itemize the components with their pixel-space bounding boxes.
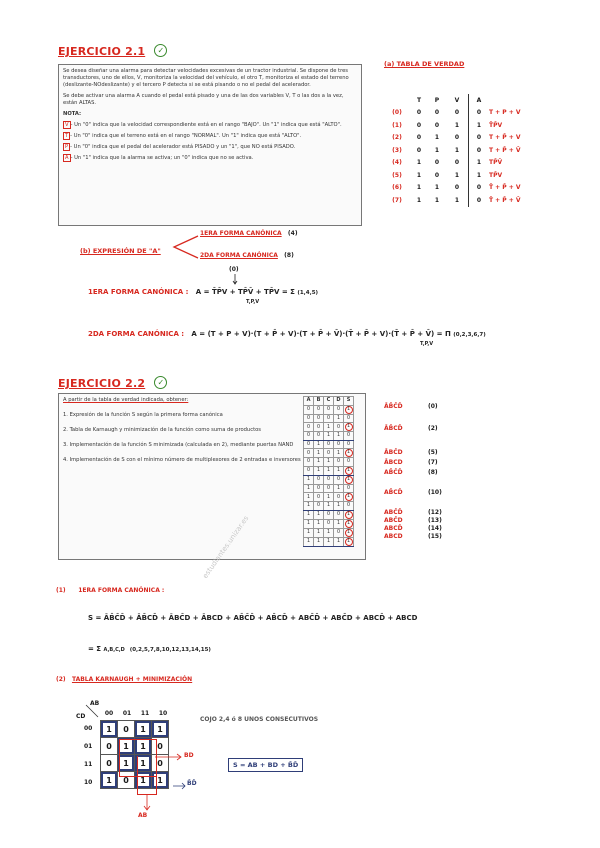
circled-one: 1	[345, 538, 353, 546]
table-row	[304, 475, 354, 484]
table-row: (5) 1 0 1 1 TP̄V	[384, 169, 539, 182]
output-cell	[344, 449, 354, 458]
group-ab	[137, 756, 157, 795]
branch-arrow-icon	[170, 232, 200, 262]
input-cell: 1	[324, 423, 334, 432]
kmap-cell: 1	[101, 772, 118, 789]
input-cell: 1	[304, 519, 314, 528]
output-cell: 0	[344, 432, 354, 441]
list-item	[384, 425, 438, 432]
ex2-intro: A partir de la tabla de verdad indicada, obtener:	[63, 397, 189, 403]
kmap-cell: 1	[152, 772, 169, 789]
input-cell: 0	[334, 493, 344, 502]
output-cell	[344, 493, 354, 502]
watermark: estudiantes.unizar.es	[201, 514, 251, 580]
kmap-cell: 0	[101, 755, 118, 772]
ex1-title	[58, 40, 167, 59]
output-cell	[344, 423, 354, 432]
output-cell: 0	[344, 440, 354, 449]
input-cell: 1	[304, 537, 314, 546]
input-cell: 1	[314, 528, 324, 537]
kmap-ab-label: AB	[90, 700, 100, 707]
input-cell: 0	[324, 519, 334, 528]
table-row	[304, 432, 354, 441]
input-cell: 1	[324, 528, 334, 537]
check-icon: ✓	[154, 376, 167, 389]
ex2-statement-box	[58, 393, 366, 580]
kmap-cell: 0	[152, 738, 169, 755]
input-cell: 0	[334, 440, 344, 449]
kmap-cell: 1	[135, 738, 152, 755]
circled-one: 1	[345, 493, 353, 501]
ex1-statement-box	[58, 64, 362, 226]
table-row: (4) 1 0 0 1 TP̄V̄	[384, 157, 539, 170]
table-row: (7) 1 1 1 0 T̄ + P̄ + V̄	[384, 194, 539, 207]
minterm-term: AB̄CD̄	[384, 489, 403, 496]
input-cell: 1	[334, 484, 344, 493]
minterm-index: (0)	[428, 403, 438, 410]
output-cell	[344, 405, 354, 414]
formula-2-sub: T,P,V	[420, 341, 434, 347]
input-cell: 1	[314, 519, 324, 528]
kmap-col-headers: 00 01 11 10	[104, 710, 168, 717]
input-cell: 1	[324, 493, 334, 502]
input-cell: 0	[304, 440, 314, 449]
table-row	[304, 510, 354, 519]
table-row	[304, 519, 354, 528]
minterm-term: ABC̄D̄	[384, 509, 403, 516]
minterm-index: (2)	[428, 425, 438, 432]
ex2-title	[58, 372, 167, 391]
input-cell: 1	[334, 466, 344, 475]
minterm-term: ABCD	[384, 533, 403, 540]
table-row	[304, 493, 354, 502]
input-cell: 0	[304, 414, 314, 423]
circled-one: 1	[345, 520, 353, 528]
input-cell: 0	[334, 458, 344, 467]
list-item	[384, 517, 442, 524]
input-cell: 1	[304, 493, 314, 502]
list-item	[384, 459, 438, 466]
input-cell: 1	[334, 502, 344, 511]
input-cell: 1	[304, 528, 314, 537]
circled-one: 1	[345, 476, 353, 484]
output-cell	[344, 510, 354, 519]
input-cell: 1	[324, 432, 334, 441]
table-row	[304, 502, 354, 511]
circled-one: 1	[345, 467, 353, 475]
input-cell: 0	[334, 423, 344, 432]
table-row	[304, 449, 354, 458]
minterm-index: (5)	[428, 449, 438, 456]
minterm-term: ABC̄D	[384, 517, 403, 524]
input-cell: 0	[334, 528, 344, 537]
ex1-note-v: V - Un "0" indica que la velocidad correspondiente está en el rango "BAJO". Un "1" indica que está "ALTO".	[65, 122, 342, 128]
kmap-cell: 0	[101, 738, 118, 755]
zero-marker: (0)	[229, 266, 239, 273]
input-cell: 0	[304, 423, 314, 432]
bbd-arrow-icon	[173, 781, 187, 791]
output-cell: 0	[344, 484, 354, 493]
input-cell: 1	[304, 484, 314, 493]
ex1-para2: Se debe activar una alarma A cuando el pedal está pisado y una de las dos variables V, T o las dos a la vez, están ALTAS.	[63, 93, 344, 106]
sigma-formula: = Σ A,B,C,D (0,2,5,7,8,10,12,13,14,15)	[88, 645, 211, 653]
table-row: (3) 0 1 1 0 T + P̄ + V̄	[384, 144, 539, 157]
input-cell: 0	[324, 414, 334, 423]
input-cell: 0	[324, 440, 334, 449]
formula-2: 2DA FORMA CANÓNICA : A = (T + P + V)·(T + P̄ + V)·(T + P̄ + V̄)·(T̄ + P̄ + V)·(T̄ + P̄ + V̄) = Π (0,2,3,6,7)	[88, 330, 486, 338]
input-cell: 1	[334, 414, 344, 423]
list-item	[384, 469, 438, 476]
input-cell: 0	[324, 475, 334, 484]
circled-one: 1	[345, 511, 353, 519]
kmap-note: COJO 2,4 ó 8 UNOS CONSECUTIVOS	[200, 716, 319, 723]
input-cell: 0	[314, 493, 324, 502]
bd-label: BD	[184, 752, 194, 759]
formula-1-sub: T,P,V	[246, 299, 260, 305]
kmap-cd-label: CD	[76, 713, 86, 720]
table-row	[304, 414, 354, 423]
minterm-index: (10)	[428, 489, 442, 496]
input-cell: 1	[334, 449, 344, 458]
table-row	[304, 537, 354, 546]
input-cell: 1	[304, 502, 314, 511]
truth-table-2	[303, 396, 354, 547]
input-cell: 0	[334, 475, 344, 484]
table-row	[304, 484, 354, 493]
input-cell: 1	[324, 458, 334, 467]
table-row	[304, 466, 354, 475]
down-arrow-icon	[232, 274, 238, 286]
input-cell: 1	[314, 440, 324, 449]
circled-one: 1	[345, 423, 353, 431]
minterm-term: AB̄C̄D̄	[384, 469, 403, 476]
kmap-row-headers: 00 01 11 10	[84, 725, 93, 786]
table-row	[304, 405, 354, 414]
minterm-term: ĀB̄C̄D̄	[384, 403, 403, 410]
table-row	[304, 528, 354, 537]
minterm-index: (8)	[428, 469, 438, 476]
kmap-corner-line	[84, 704, 100, 718]
check-icon: ✓	[154, 44, 167, 57]
input-cell: 1	[314, 449, 324, 458]
minterm-term: ĀBC̄D	[384, 449, 403, 456]
ex1-title-text: EJERCICIO 2.1	[58, 45, 146, 58]
minterm-index: (15)	[428, 533, 442, 540]
output-cell: 0	[344, 502, 354, 511]
ab-label: AB	[138, 812, 148, 819]
input-cell: 0	[314, 414, 324, 423]
result-box: S = AB + BD + B̄D̄	[228, 758, 303, 772]
output-cell	[344, 528, 354, 537]
output-cell	[344, 537, 354, 546]
kmap-cell: 1	[101, 721, 118, 738]
part2-header: (2) TABLA KARNAUGH + MINIMIZACIÓN	[56, 676, 193, 683]
input-cell: 0	[304, 466, 314, 475]
output-cell	[344, 519, 354, 528]
input-cell: 1	[324, 466, 334, 475]
ex1-para1: Se desea diseñar una alarma para detectar velocidades excesivas de un tractor industrial. Se dispone de tres transductores, uno de ellos, V, monitoriza la velocidad del vehículo, el otro T, monitoriza el estado del terreno (deslizante-NOdeslizante) y el tercero P detecta si se está pisando o no el pedal del acelerador.	[63, 68, 349, 88]
input-cell: 1	[304, 510, 314, 519]
truth-table-2-header: A B C D S	[304, 397, 354, 406]
kmap-row	[101, 721, 169, 738]
ex1-note-a: A - Un "1" indica que la alarma se activa; un "0" indica que no se activa.	[65, 155, 254, 161]
ex2-title-text: EJERCICIO 2.2	[58, 377, 146, 390]
s-formula: S = ĀB̄C̄D̄ + ĀB̄CD̄ + ĀBC̄D + ĀBCD + AB̄C̄D̄ + AB̄CD̄ + ABC̄D̄ + ABC̄D + ABCD̄ + ABCD	[88, 614, 418, 622]
forma1-branch: 1ERA FORMA CANÓNICA (4)	[200, 230, 298, 237]
list-item	[384, 449, 438, 456]
output-cell	[344, 475, 354, 484]
input-cell: 1	[334, 519, 344, 528]
ex1-note-p: P - Un "0" indica que el pedal del acelerador está PISADO y un "1", que NO está PISADO.	[65, 144, 296, 150]
kmap-cell: 0	[152, 755, 169, 772]
ex2-item-3: 3. Implementación de la función S minimizada (calculada en 2), mediante puertas NAND	[63, 442, 294, 448]
table-row: (0) 0 0 0 0 T + P + V	[384, 107, 539, 120]
formula-1: 1ERA FORMA CANÓNICA : A = T̄P̄V + TP̄V̄ + TP̄V = Σ (1,4,5)	[88, 288, 319, 296]
circled-one: 1	[345, 449, 353, 457]
ex2-item-1: 1. Expresión de la función S según la primera forma canónica	[63, 412, 223, 418]
input-cell: 0	[324, 484, 334, 493]
ex1-nota: NOTA:	[63, 111, 82, 117]
truth-table-1-header: T P V A	[384, 94, 539, 107]
table-row: (1) 0 0 1 1 T̄P̄V	[384, 119, 539, 132]
input-cell: 0	[304, 458, 314, 467]
table-row	[304, 458, 354, 467]
ex1-note-t: T - Un "0" indica que el terreno está en el rango "NORMAL". Un "1" indica que está "ALTO".	[65, 133, 302, 139]
input-cell: 1	[304, 475, 314, 484]
ex2-item-4: 4. Implementación de S con el mínimo número de multiplexores de 2 entradas e inversores	[63, 457, 301, 463]
input-cell: 0	[304, 449, 314, 458]
input-cell: 1	[314, 537, 324, 546]
ab-arrow-icon	[142, 794, 152, 814]
input-cell: 0	[324, 510, 334, 519]
minterm-index: (12)	[428, 509, 442, 516]
input-cell: 0	[314, 423, 324, 432]
expression-title: (b) EXPRESIÓN DE "A"	[80, 247, 161, 255]
input-cell: 1	[314, 510, 324, 519]
input-cell: 0	[314, 502, 324, 511]
kmap-cell: 1	[135, 772, 152, 789]
minterm-index: (7)	[428, 459, 438, 466]
table-row	[304, 440, 354, 449]
input-cell: 0	[314, 475, 324, 484]
input-cell: 1	[314, 466, 324, 475]
input-cell: 1	[334, 432, 344, 441]
kmap-cell: 0	[118, 772, 135, 789]
table-row: (6) 1 1 0 0 T̄ + P̄ + V	[384, 182, 539, 195]
list-item	[384, 525, 442, 532]
input-cell: 0	[314, 432, 324, 441]
output-cell: 0	[344, 458, 354, 467]
input-cell: 0	[304, 405, 314, 414]
circled-one: 1	[345, 529, 353, 537]
kmap-cell: 1	[135, 755, 152, 772]
output-cell	[344, 466, 354, 475]
input-cell: 0	[324, 449, 334, 458]
bbd-label: B̄D̄	[187, 780, 197, 787]
input-cell: 1	[324, 502, 334, 511]
input-cell: 1	[324, 537, 334, 546]
minterm-term: ABCD̄	[384, 525, 403, 532]
kmap-cell: 1	[135, 721, 152, 738]
kmap-cell: 1	[118, 738, 135, 755]
kmap-cell: 1	[118, 755, 135, 772]
part1-header: (1) 1ERA FORMA CANÓNICA :	[56, 587, 165, 594]
truth-table-1	[384, 94, 539, 207]
list-item	[384, 509, 442, 516]
table-row	[304, 423, 354, 432]
table-row: (2) 0 1 0 0 T + P̄ + V	[384, 132, 539, 145]
input-cell: 0	[304, 432, 314, 441]
list-item	[384, 533, 442, 540]
circled-one: 1	[345, 406, 353, 414]
input-cell: 0	[334, 510, 344, 519]
input-cell: 0	[314, 484, 324, 493]
input-cell: 1	[334, 537, 344, 546]
input-cell: 0	[324, 405, 334, 414]
input-cell: 0	[334, 405, 344, 414]
list-item	[384, 489, 442, 496]
ex2-item-2: 2. Tabla de Karnaugh y minimización de la función como suma de productos	[63, 427, 261, 433]
minterm-index: (14)	[428, 525, 442, 532]
minterm-term: ĀB̄CD̄	[384, 425, 403, 432]
truth-table-title: (a) TABLA DE VERDAD	[384, 60, 465, 68]
minterm-term: ĀBCD	[384, 459, 403, 466]
input-cell: 1	[314, 458, 324, 467]
forma2-branch: 2DA FORMA CANÓNICA (8)	[200, 252, 294, 259]
list-item	[384, 403, 438, 410]
kmap-cell: 0	[118, 721, 135, 738]
kmap-cell: 1	[152, 721, 169, 738]
bd-arrow-icon	[155, 745, 185, 765]
input-cell: 0	[314, 405, 324, 414]
output-cell: 0	[344, 414, 354, 423]
minterm-index: (13)	[428, 517, 442, 524]
